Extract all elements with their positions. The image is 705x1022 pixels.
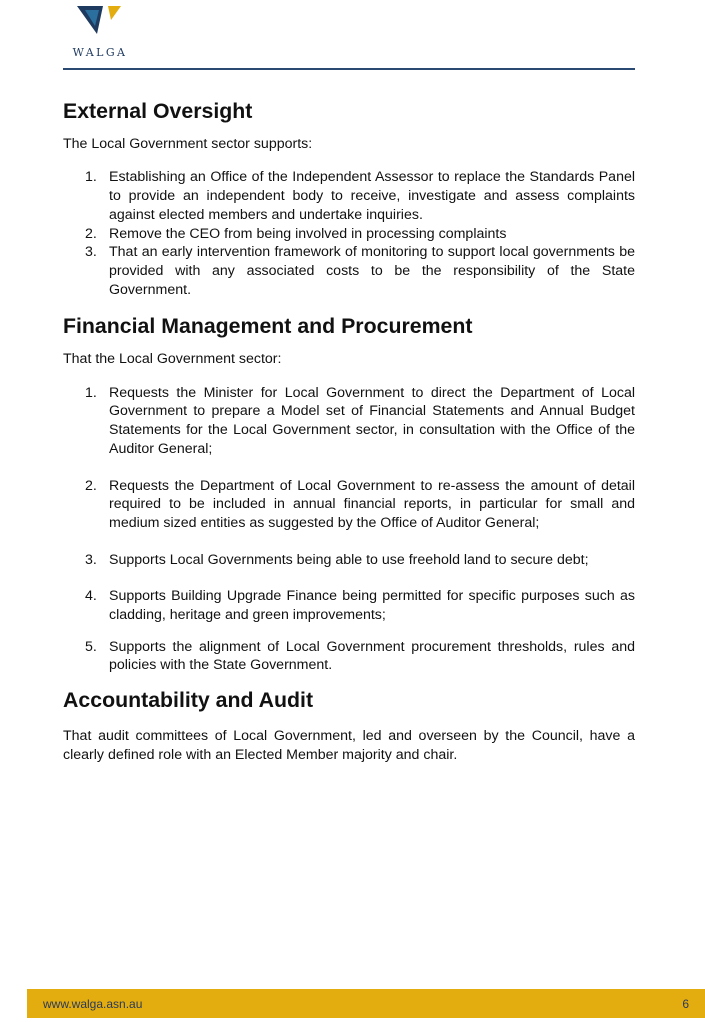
financial-list	[63, 384, 635, 675]
list-item	[63, 168, 635, 224]
footer-url[interactable]: www.walga.asn.au	[43, 997, 143, 1011]
list-item	[63, 477, 635, 533]
list-item-text: Establishing an Office of the Independent Assessor to replace the Standards Panel to provide an independent body to receive, investigate and assess complaints against elected members and undertake inquiries.	[109, 169, 635, 223]
page-number: 6	[682, 997, 689, 1011]
list-item-number: 2.	[85, 225, 97, 242]
list-item-text: Requests the Department of Local Government to re-assess the amount of detail required to be included in annual financial reports, in particular for small and medium sized entities as suggested by the Office of Auditor General;	[109, 477, 635, 531]
list-item-text: Requests the Minister for Local Government to direct the Department of Local Government to prepare a Model set of Financial Statements and Annual Budget Statements for the Local Government sector, in consultation with the Office of the Auditor General;	[109, 384, 635, 457]
list-item-number: 1.	[85, 169, 97, 186]
list-item	[63, 551, 635, 570]
list-item-number: 3.	[85, 551, 97, 568]
list-item-number: 1.	[85, 384, 97, 401]
list-item-text: Supports Local Governments being able to use freehold land to secure debt;	[109, 551, 589, 568]
list-item	[63, 384, 635, 459]
section-heading-accountability: Accountability and Audit	[63, 688, 314, 713]
list-item-number: 5.	[85, 638, 97, 655]
walga-logo	[68, 6, 132, 59]
list-item-number: 2.	[85, 477, 97, 494]
list-item	[63, 243, 635, 299]
document-body	[63, 99, 635, 764]
external-oversight-list	[63, 168, 635, 299]
footer-bar	[27, 989, 705, 1018]
list-item	[63, 587, 635, 624]
list-item-text: Supports Building Upgrade Finance being permitted for specific purposes such as cladding, heritage and green improvements;	[109, 588, 635, 624]
list-item	[63, 225, 635, 244]
list-item-text: Supports the alignment of Local Government procurement thresholds, rules and policies with the State Government.	[109, 638, 635, 674]
header-divider	[63, 68, 635, 70]
section-heading-external-oversight: External Oversight	[63, 99, 253, 123]
list-item-number: 4.	[85, 588, 97, 605]
list-item	[63, 638, 635, 675]
section-heading-financial: Financial Management and Procurement	[63, 314, 473, 339]
list-item-text: That an early intervention framework of monitoring to support local governments be provided with any associated costs to be the responsibility of the State Government.	[109, 244, 635, 298]
logo-text: WALGA	[72, 46, 128, 59]
financial-intro: That the Local Government sector:	[63, 351, 282, 368]
walga-logo-icon	[77, 6, 123, 36]
external-oversight-intro: The Local Government sector supports:	[63, 135, 313, 152]
accountability-text: That audit committees of Local Government, led and overseen by the Council, have a clearly defined role with an Elected Member majority and chair.	[63, 727, 635, 763]
list-item-text: Remove the CEO from being involved in processing complaints	[109, 225, 507, 242]
list-item-number: 3.	[85, 244, 97, 261]
